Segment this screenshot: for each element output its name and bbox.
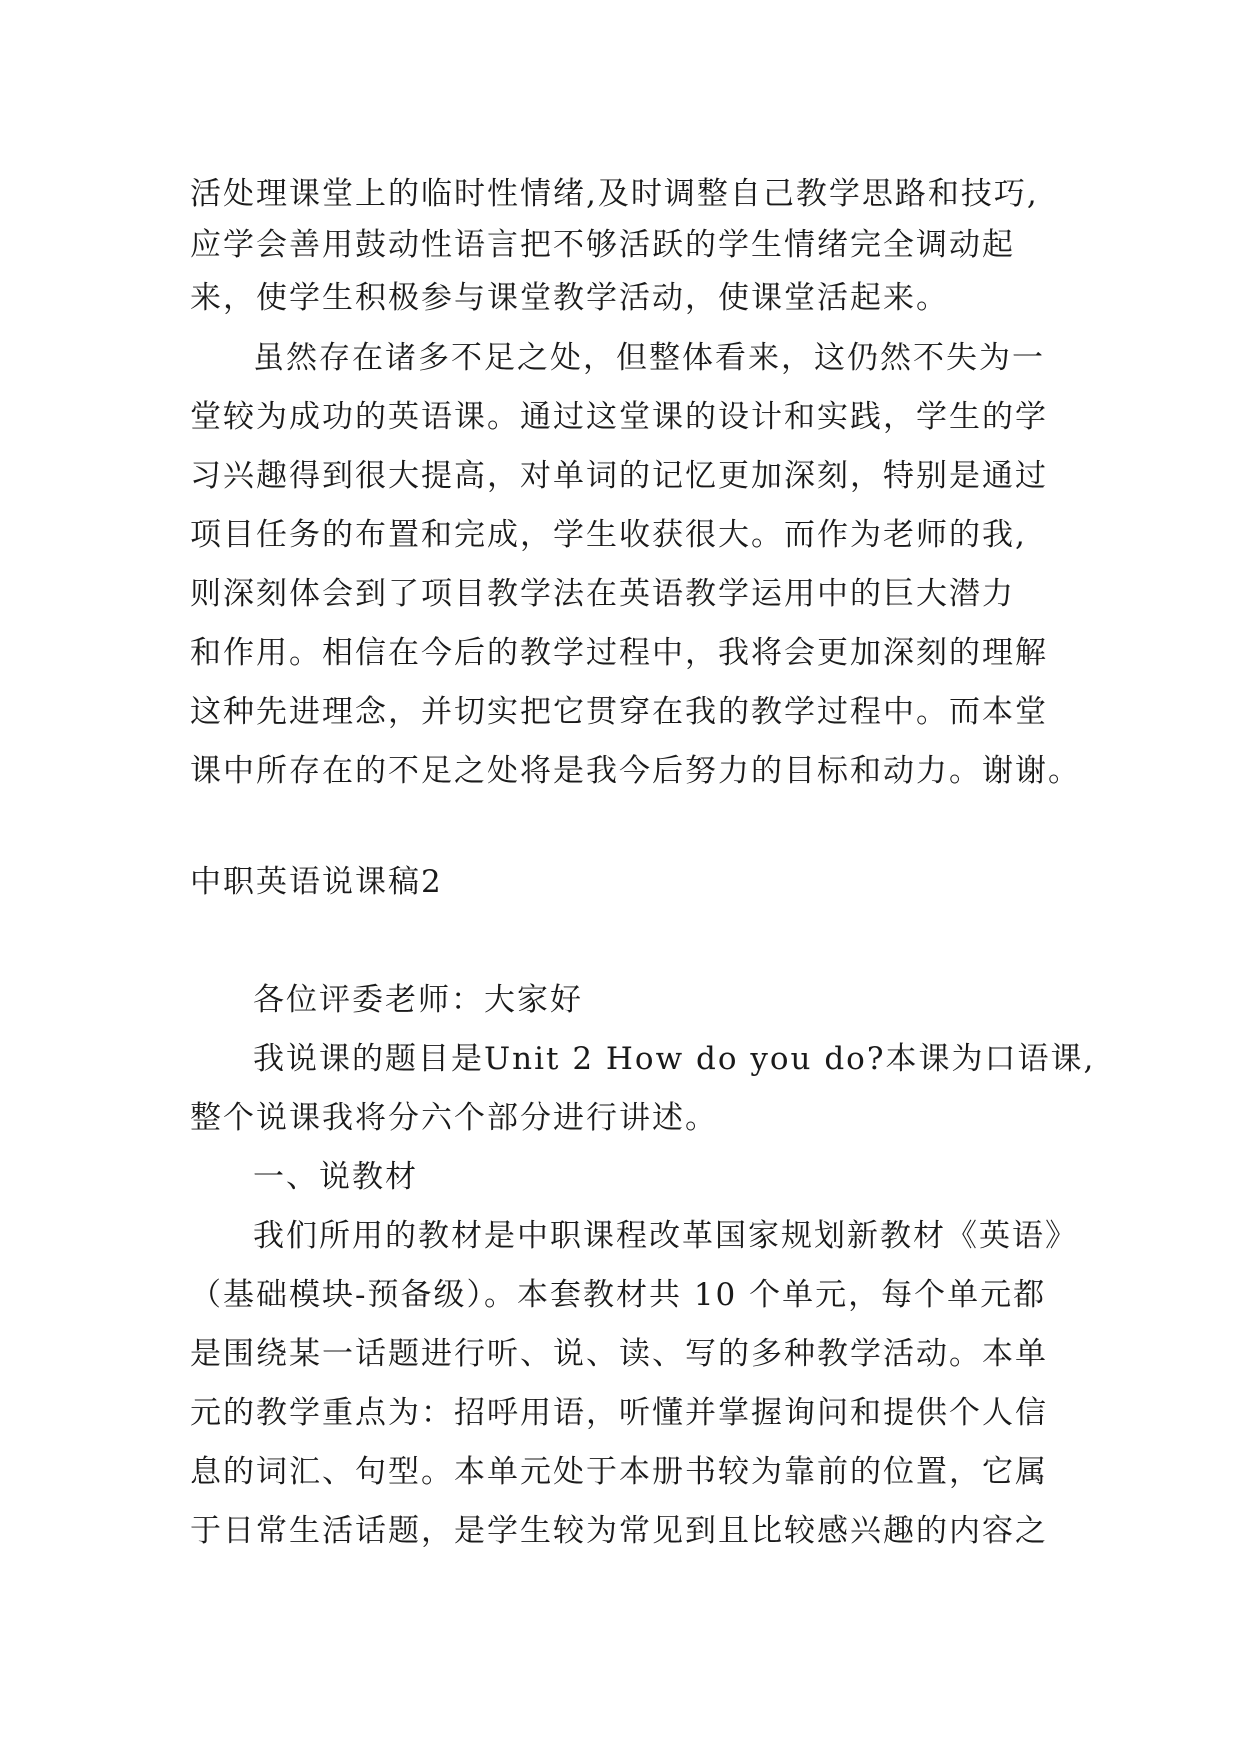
text-line: 活处理课堂上的临时性情绪,及时调整自己教学思路和技巧, <box>190 176 1039 212</box>
text-line: 课中所存在的不足之处将是我今后努力的目标和动力。谢谢。 <box>190 753 1081 789</box>
text-line: 这种先进理念，并切实把它贯穿在我的教学过程中。而本堂 <box>190 694 1048 730</box>
text-line: 于日常生活话题，是学生较为常见到且比较感兴趣的内容之 <box>190 1513 1048 1549</box>
text-line: 堂较为成功的英语课。通过这堂课的设计和实践，学生的学 <box>190 399 1048 435</box>
text-line: 和作用。相信在今后的教学过程中，我将会更加深刻的理解 <box>190 635 1048 671</box>
text-line: 整个说课我将分六个部分进行讲述。 <box>190 1100 718 1136</box>
text-line: 我说课的题目是Unit 2 How do you do?本课为口语课, <box>253 1041 1096 1077</box>
text-line: 习兴趣得到很大提高，对单词的记忆更加深刻，特别是通过 <box>190 458 1048 494</box>
text-line: 各位评委老师：大家好 <box>253 982 583 1018</box>
text-line: 来，使学生积极参与课堂教学活动，使课堂活起来。 <box>190 280 949 316</box>
text-line: 我们所用的教材是中职课程改革国家规划新教材《英语》 <box>253 1218 1078 1254</box>
text-line: （基础模块-预备级）。本套教材共 10 个单元，每个单元都 <box>190 1277 1047 1313</box>
text-line: 则深刻体会到了项目教学法在英语教学运用中的巨大潜力 <box>190 576 1015 612</box>
text-line: 息的词汇、句型。本单元处于本册书较为靠前的位置，它属 <box>190 1454 1048 1490</box>
section-heading: 中职英语说课稿2 <box>190 864 443 900</box>
text-line: 元的教学重点为：招呼用语，听懂并掌握询问和提供个人信 <box>190 1395 1048 1431</box>
text-line: 是围绕某一话题进行听、说、读、写的多种教学活动。本单 <box>190 1336 1048 1372</box>
text-line: 项目任务的布置和完成，学生收获很大。而作为老师的我, <box>190 517 1027 553</box>
text-line: 虽然存在诸多不足之处，但整体看来，这仍然不失为一 <box>253 340 1045 376</box>
text-line: 一、说教材 <box>253 1159 418 1195</box>
text-line: 应学会善用鼓动性语言把不够活跃的学生情绪完全调动起 <box>190 227 1015 263</box>
